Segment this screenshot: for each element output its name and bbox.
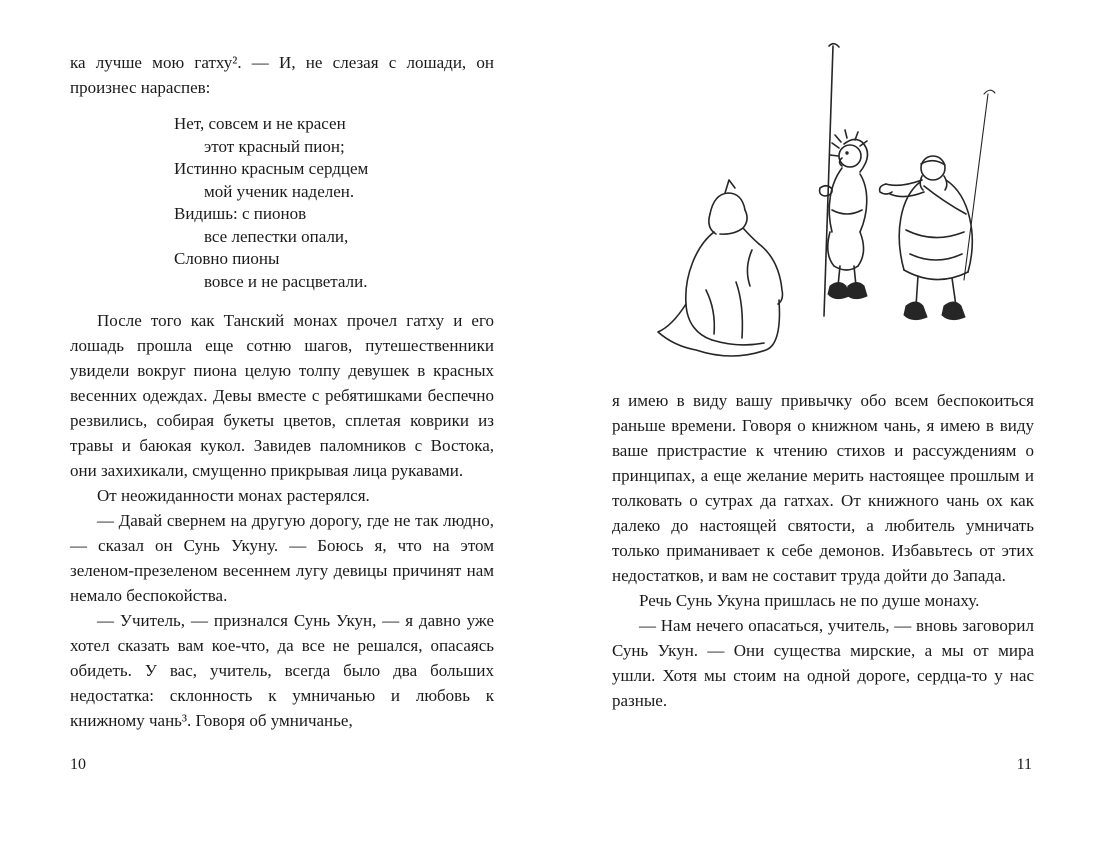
ink-drawing-pilgrims-icon [648,38,1020,374]
page-right [612,0,1034,861]
poem-line: Словно пионы [174,249,280,268]
poem-line: Истинно красным сердцем [174,159,369,178]
page-number-left: 10 [70,756,86,773]
paragraph: — Нам нечего опасаться, учитель, — вновь заговорил Сунь Укун. — Они существа мирские, а мы от мира ушли. Хотя мы стоим на одной дороге, сердца-то у нас разные. [612,616,1034,710]
poem-line: мой ученик наделен. [204,181,355,201]
poem-line: все лепестки опали, [204,226,349,246]
monkey-pilgrim-figure [820,44,868,316]
poem-block [174,113,494,293]
paragraph: — Учитель, — признался Сунь Укун, — я давно уже хотел сказать вам кое-что, да все не решался, опасаясь обидеть. У вас, учитель, всегда было два больших недостатка: склонность к умничанью и любовь к книжному чань³. Говоря об умничанье, [70,611,494,730]
paragraph: — Давай свернем на другую дорогу, где не так людно, — сказал он Сунь Укуну. — Боюсь я, что на этом зеленом-презеленом весеннем лугу девицы причинят нам немало беспокойства. [70,511,494,605]
poem-line: Видишь: с пионов [174,204,307,223]
page-right-text [612,0,1034,713]
page-left [70,0,494,861]
paragraph: После того как Танский монах прочел гатху и его лошадь прошла еще сотню шагов, путешественники увидели вокруг пиона целую толпу девушек в красных весенних одеждах. Девы вместе с ребятишками беспечно резвились, собирая букеты цветов, сплетая коврики из травы и баюкая кукол. Завидев паломников с Востока, они захихикали, смущенно прикрывая лица рукавами. [70,311,494,480]
paragraph: Речь Сунь Укуна пришлась не по душе монаху. [639,591,980,610]
illustration [648,38,1020,374]
paragraph: я имею в виду вашу привычку обо всем беспокоиться раньше времени. Говоря о книжном чань, я имею в виду ваше пристрастие к чтению стихов и рассуждениям о принципах, а еще желание мерить настоящее прошлым и толковать о сутрах да гатхах. От книжного чань ох как далеко до настоящей святости, а любитель умничать только приманивает к себе демонов. Избавьтесь от этих недостатков, и вам не составит труда дойти до Запада. [612,391,1034,585]
poem-line: вовсе и не расцветали. [204,271,368,291]
poem-line: этот красный пион; [204,136,345,156]
paragraph: От неожиданности монах растерялся. [97,486,370,505]
page-number-right: 11 [1016,756,1032,773]
kneeling-monk-figure [658,180,783,356]
poem-line: Нет, совсем и не красен [174,114,346,133]
page-left-text [70,0,494,733]
opening-paragraph: ка лучше мою гатху². — И, не слезая с лошади, он произнес нараспев: [70,53,494,97]
large-pilgrim-figure [880,90,995,319]
